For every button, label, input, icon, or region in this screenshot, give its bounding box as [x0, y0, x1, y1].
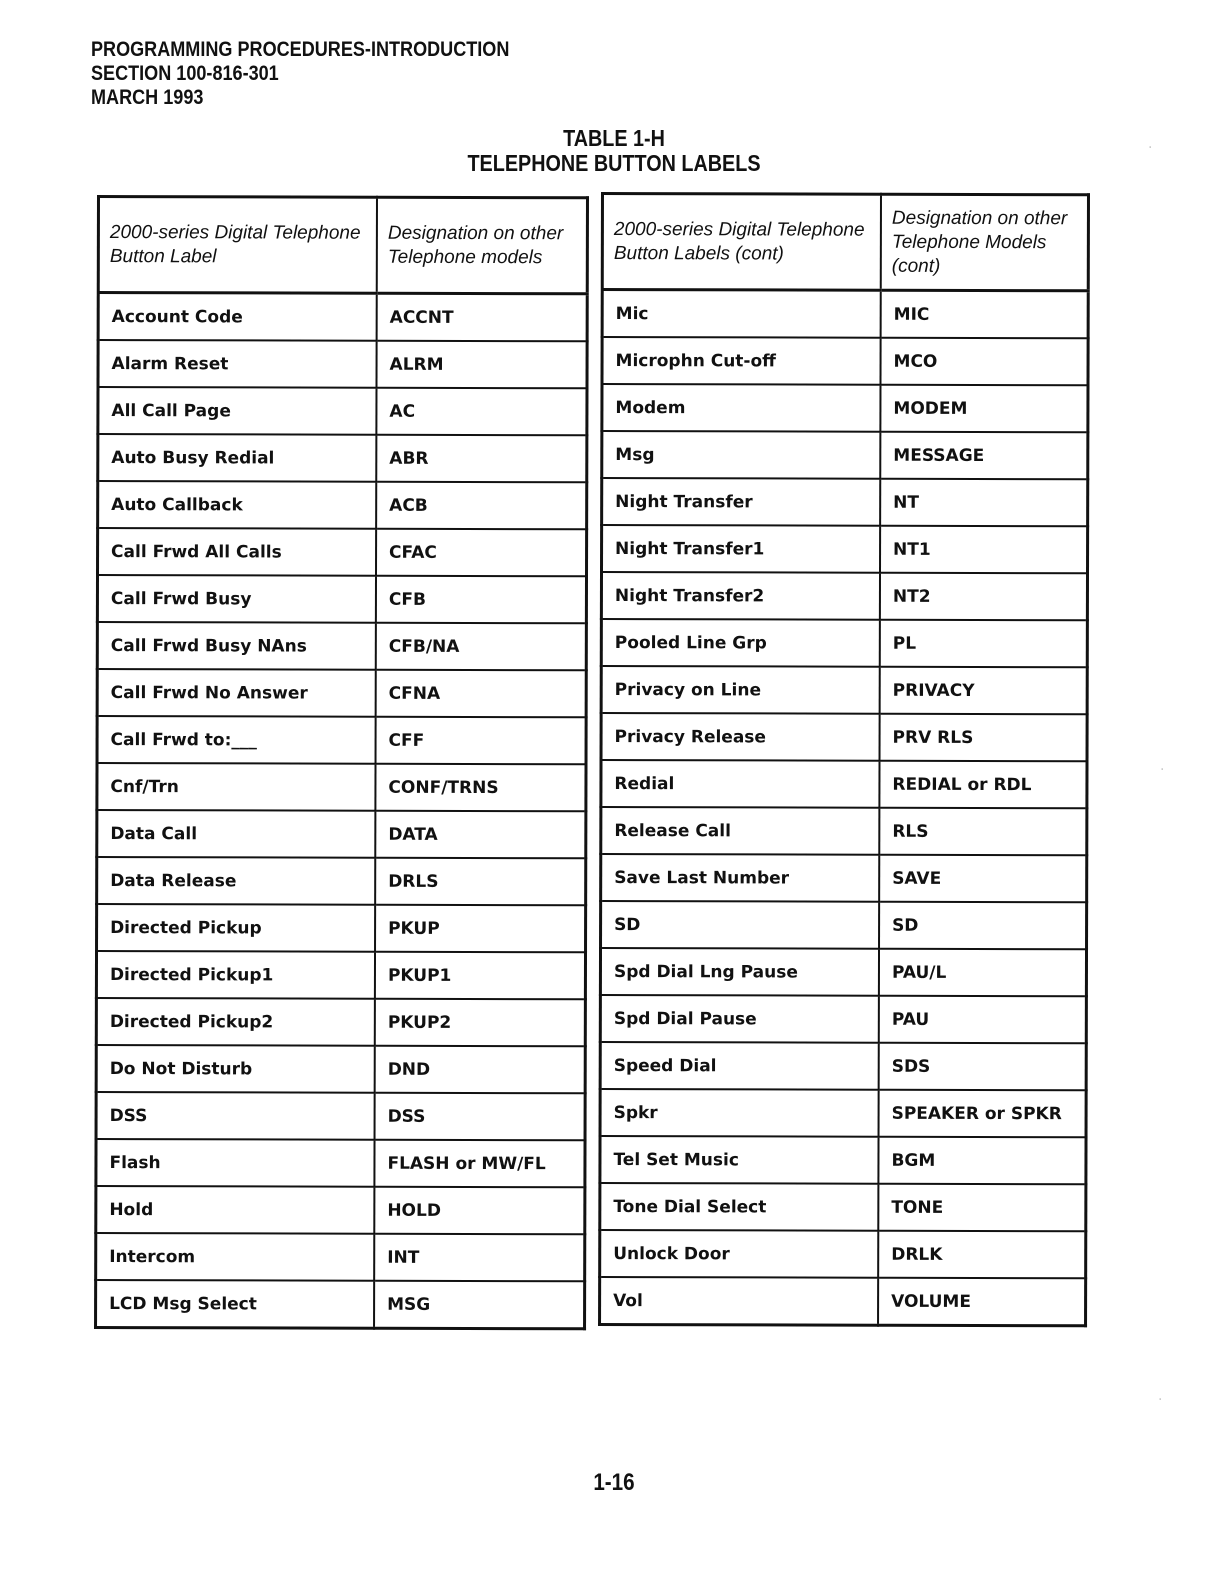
right-designation-cell: PL [880, 620, 1088, 668]
left-designation-cell: CFAC [376, 529, 587, 577]
left-button-label-cell: Directed Pickup1 [96, 951, 375, 999]
left-designation-cell: CONF/TRNS [375, 764, 586, 812]
right-designation-cell: MESSAGE [880, 432, 1088, 480]
left-designation-cell: ACB [376, 482, 587, 530]
header-line-3: MARCH 1993 [91, 86, 204, 109]
table-title-line-2: TELEPHONE BUTTON LABELS [467, 150, 761, 176]
right-button-label-cell: Night Transfer2 [601, 572, 880, 620]
left-designation-cell: CFB/NA [376, 623, 587, 671]
left-designation-cell: PKUP [375, 905, 586, 953]
right-designation-cell: MODEM [880, 385, 1088, 433]
right-designation-cell: MIC [881, 290, 1089, 338]
right-table-row [602, 525, 1088, 573]
left-button-label-cell: Data Call [97, 810, 376, 858]
left-button-label-cell: LCD Msg Select [96, 1280, 375, 1328]
left-button-label-cell: Intercom [96, 1233, 375, 1281]
right-button-label-cell: Redial [601, 760, 880, 808]
right-table-row [602, 431, 1088, 479]
right-button-label-cell: Msg [602, 431, 881, 479]
right-button-label-cell: Spd Dial Pause [600, 995, 879, 1043]
right-designation-cell: DRLK [878, 1231, 1086, 1279]
left-designation-cell: DATA [375, 811, 586, 859]
left-table-row [96, 951, 585, 999]
right-designation-cell: SDS [879, 1043, 1087, 1091]
right-designation-cell: PRV RLS [880, 714, 1088, 762]
right-button-label-cell: Night Transfer1 [602, 525, 881, 573]
left-button-label-cell: Auto Busy Redial [98, 434, 377, 482]
right-button-label-cell: Tel Set Music [600, 1136, 879, 1184]
right-table-row [600, 995, 1086, 1043]
left-button-label-cell: Do Not Disturb [96, 1045, 375, 1093]
left-button-label-cell: Call Frwd to:___ [97, 716, 376, 764]
left-col2-header: Designation on other Telephone models [377, 197, 588, 294]
left-designation-cell: ALRM [376, 341, 587, 389]
right-table-row [601, 901, 1087, 949]
left-table-row [98, 481, 587, 529]
right-table-row [600, 1183, 1086, 1231]
left-designation-cell: CFB [376, 576, 587, 624]
right-table-row [601, 572, 1087, 620]
right-designation-cell: SPEAKER or SPKR [879, 1090, 1087, 1138]
right-designation-cell: SD [879, 902, 1087, 950]
left-button-label-cell: Call Frwd No Answer [97, 669, 376, 717]
left-designation-cell: AC [376, 388, 587, 436]
right-designation-cell: VOLUME [878, 1278, 1086, 1326]
left-table-row [97, 763, 586, 811]
left-designation-cell: HOLD [374, 1187, 585, 1235]
left-designation-cell: PKUP2 [375, 999, 586, 1047]
right-designation-cell: REDIAL or RDL [879, 761, 1087, 809]
right-table-row [601, 760, 1087, 808]
left-table-row [96, 1139, 585, 1187]
right-button-label-table [598, 192, 1090, 1327]
left-button-label-cell: Alarm Reset [98, 340, 377, 388]
left-table-row [97, 810, 586, 858]
right-button-label-cell: Tone Dial Select [600, 1183, 879, 1231]
left-designation-cell: ABR [376, 435, 587, 483]
right-table-row [602, 478, 1088, 526]
left-table-row [97, 857, 586, 905]
left-button-label-cell: DSS [96, 1092, 375, 1140]
right-button-label-cell: SD [601, 901, 880, 949]
scan-speck: · [1148, 140, 1153, 156]
left-button-label-cell: Data Release [97, 857, 376, 905]
left-designation-cell: MSG [374, 1281, 585, 1329]
table-title [0, 126, 1228, 176]
right-designation-cell: PRIVACY [880, 667, 1088, 715]
right-button-label-cell: Night Transfer [602, 478, 881, 526]
left-designation-cell: DRLS [375, 858, 586, 906]
left-table-row [98, 293, 587, 342]
right-table-row [601, 666, 1087, 714]
right-designation-cell: SAVE [879, 855, 1087, 903]
right-col1-header: 2000-series Digital Telephone Button Labels (cont) [602, 194, 881, 291]
left-table-row [96, 1186, 585, 1234]
right-table-row [602, 290, 1088, 339]
left-button-label-cell: Hold [96, 1186, 375, 1234]
left-table-row [97, 622, 586, 670]
page-number: 1-16 [593, 1469, 635, 1496]
right-table-row [601, 713, 1087, 761]
left-designation-cell: FLASH or MW/FL [374, 1140, 585, 1188]
left-button-label-cell: Directed Pickup2 [96, 998, 375, 1046]
right-table-header-row [602, 194, 1088, 291]
left-button-label-cell: Flash [96, 1139, 375, 1187]
left-table-row [98, 340, 587, 388]
left-table-row [97, 904, 586, 952]
right-table-row [600, 1277, 1086, 1326]
left-table-row [96, 998, 585, 1046]
right-designation-cell: NT [880, 479, 1088, 527]
left-designation-cell: ACCNT [377, 293, 588, 341]
left-table-header-row [98, 197, 587, 294]
page-header [91, 38, 509, 110]
right-button-label-cell: Privacy Release [601, 713, 880, 761]
left-table-row [97, 669, 586, 717]
right-button-label-cell: Save Last Number [601, 854, 880, 902]
right-designation-cell: BGM [878, 1137, 1086, 1185]
left-button-label-cell: Directed Pickup [97, 904, 376, 952]
left-button-label-cell: Auto Callback [98, 481, 377, 529]
header-line-2: SECTION 100-816-301 [91, 62, 279, 85]
left-designation-cell: DND [375, 1046, 586, 1094]
right-button-label-cell: Pooled Line Grp [601, 619, 880, 667]
right-designation-cell: PAU/L [879, 949, 1087, 997]
scan-speck: · [1160, 762, 1165, 778]
right-button-label-cell: Spkr [600, 1089, 879, 1137]
right-button-label-cell: Unlock Door [600, 1230, 879, 1278]
right-designation-cell: TONE [878, 1184, 1086, 1232]
right-button-label-cell: Spd Dial Lng Pause [600, 948, 879, 996]
left-button-label-cell: Account Code [98, 293, 377, 341]
left-button-label-cell: Call Frwd Busy [97, 575, 376, 623]
left-table-row [98, 387, 587, 435]
right-table-row [602, 337, 1088, 385]
left-button-label-cell: Call Frwd All Calls [98, 528, 377, 576]
right-table-row [602, 384, 1088, 432]
right-button-label-cell: Speed Dial [600, 1042, 879, 1090]
scan-speck: · [1158, 1392, 1163, 1408]
left-table-row [97, 575, 586, 623]
left-table-row [96, 1233, 585, 1281]
right-button-label-cell: Modem [602, 384, 881, 432]
left-designation-cell: CFF [376, 717, 587, 765]
left-table-row [97, 716, 586, 764]
right-designation-cell: NT2 [880, 573, 1088, 621]
right-button-label-cell: Vol [600, 1277, 879, 1325]
left-table-row [96, 1092, 585, 1140]
right-button-label-cell: Microphn Cut-off [602, 337, 881, 385]
right-col2-header: Designation on other Telephone Models (cont) [881, 194, 1089, 291]
table-title-line-1: TABLE 1-H [563, 125, 665, 151]
left-table-row [96, 1280, 585, 1329]
right-designation-cell: MCO [880, 338, 1088, 386]
right-table-row [600, 1136, 1086, 1184]
left-table-row [98, 434, 587, 482]
right-table-row [601, 619, 1087, 667]
left-designation-cell: PKUP1 [375, 952, 586, 1000]
left-designation-cell: INT [374, 1234, 585, 1282]
right-button-label-cell: Mic [602, 290, 881, 338]
left-table-row [96, 1045, 585, 1093]
right-table-row [600, 1089, 1086, 1137]
right-table-row [601, 854, 1087, 902]
left-designation-cell: CFNA [376, 670, 587, 718]
left-button-label-cell: Call Frwd Busy NAns [97, 622, 376, 670]
left-button-label-cell: Cnf/Trn [97, 763, 376, 811]
right-designation-cell: RLS [879, 808, 1087, 856]
left-button-label-table [94, 195, 589, 1330]
right-designation-cell: NT1 [880, 526, 1088, 574]
header-line-1: PROGRAMMING PROCEDURES-INTRODUCTION [91, 38, 510, 61]
right-table-row [600, 1042, 1086, 1090]
left-table-body [96, 293, 588, 1329]
right-designation-cell: PAU [879, 996, 1087, 1044]
right-table-row [600, 1230, 1086, 1278]
right-button-label-cell: Release Call [601, 807, 880, 855]
right-table-row [600, 948, 1086, 996]
right-table-body [600, 290, 1089, 1326]
left-col1-header: 2000-series Digital Telephone Button Label [98, 197, 377, 294]
left-button-label-cell: All Call Page [98, 387, 377, 435]
right-button-label-cell: Privacy on Line [601, 666, 880, 714]
left-table-row [98, 528, 587, 576]
left-designation-cell: DSS [375, 1093, 586, 1141]
right-table-row [601, 807, 1087, 855]
